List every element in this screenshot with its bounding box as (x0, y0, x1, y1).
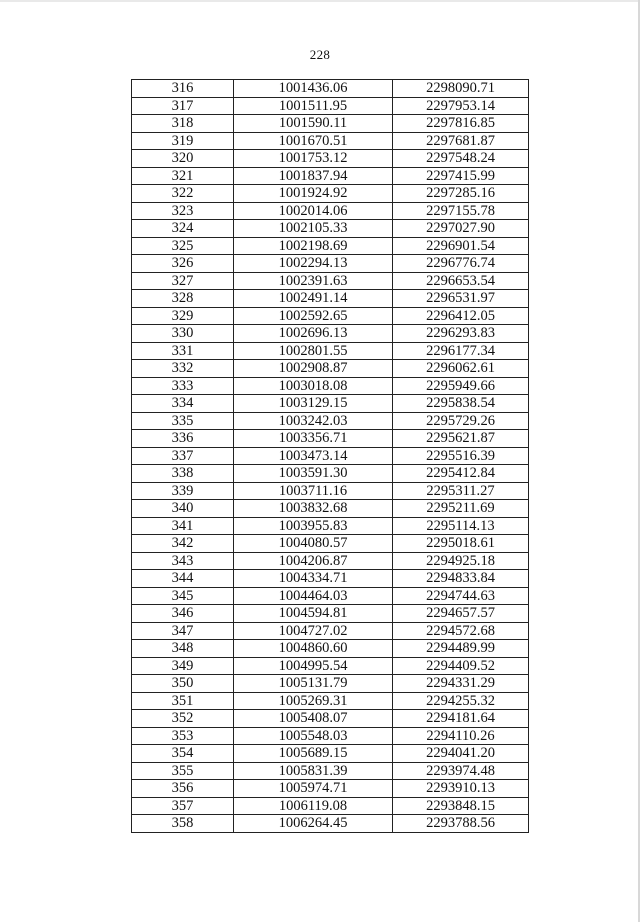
point-number-cell: 334 (132, 395, 234, 413)
x-coordinate-cell: 1003711.16 (234, 482, 393, 500)
x-coordinate-cell: 1005131.79 (234, 675, 393, 693)
y-coordinate-cell: 2295949.66 (393, 377, 529, 395)
table-row (132, 255, 529, 273)
table-row (132, 220, 529, 238)
y-coordinate-cell: 2294925.18 (393, 552, 529, 570)
y-coordinate-cell: 2296412.05 (393, 307, 529, 325)
table-row (132, 535, 529, 553)
point-number-cell: 348 (132, 640, 234, 658)
point-number-cell: 345 (132, 587, 234, 605)
coordinate-table (131, 79, 529, 833)
x-coordinate-cell: 1005408.07 (234, 710, 393, 728)
point-number-cell: 326 (132, 255, 234, 273)
x-coordinate-cell: 1003242.03 (234, 412, 393, 430)
table-row (132, 482, 529, 500)
y-coordinate-cell: 2295412.84 (393, 465, 529, 483)
point-number-cell: 337 (132, 447, 234, 465)
table-row (132, 342, 529, 360)
x-coordinate-cell: 1002592.65 (234, 307, 393, 325)
x-coordinate-cell: 1005974.71 (234, 780, 393, 798)
point-number-cell: 335 (132, 412, 234, 430)
point-number-cell: 323 (132, 202, 234, 220)
y-coordinate-cell: 2295114.13 (393, 517, 529, 535)
x-coordinate-cell: 1004206.87 (234, 552, 393, 570)
point-number-cell: 353 (132, 727, 234, 745)
table-row (132, 517, 529, 535)
table-row (132, 605, 529, 623)
x-coordinate-cell: 1003473.14 (234, 447, 393, 465)
page-number: 228 (309, 47, 331, 62)
x-coordinate-cell: 1001436.06 (234, 80, 393, 98)
y-coordinate-cell: 2293788.56 (393, 815, 529, 833)
y-coordinate-cell: 2295729.26 (393, 412, 529, 430)
y-coordinate-cell: 2296901.54 (393, 237, 529, 255)
point-number-cell: 351 (132, 692, 234, 710)
point-number-cell: 341 (132, 517, 234, 535)
x-coordinate-cell: 1004080.57 (234, 535, 393, 553)
y-coordinate-cell: 2296531.97 (393, 290, 529, 308)
table-row (132, 465, 529, 483)
x-coordinate-cell: 1002908.87 (234, 360, 393, 378)
x-coordinate-cell: 1002105.33 (234, 220, 393, 238)
table-row (132, 692, 529, 710)
x-coordinate-cell: 1004464.03 (234, 587, 393, 605)
table-row (132, 675, 529, 693)
point-number-cell: 331 (132, 342, 234, 360)
y-coordinate-cell: 2294833.84 (393, 570, 529, 588)
table-row (132, 657, 529, 675)
table-row (132, 377, 529, 395)
y-coordinate-cell: 2295211.69 (393, 500, 529, 518)
x-coordinate-cell: 1001924.92 (234, 185, 393, 203)
x-coordinate-cell: 1005831.39 (234, 762, 393, 780)
table-row (132, 570, 529, 588)
table-row (132, 395, 529, 413)
x-coordinate-cell: 1005269.31 (234, 692, 393, 710)
x-coordinate-cell: 1002198.69 (234, 237, 393, 255)
table-row (132, 237, 529, 255)
point-number-cell: 342 (132, 535, 234, 553)
table-row (132, 447, 529, 465)
point-number-cell: 324 (132, 220, 234, 238)
y-coordinate-cell: 2296776.74 (393, 255, 529, 273)
x-coordinate-cell: 1003356.71 (234, 430, 393, 448)
x-coordinate-cell: 1005548.03 (234, 727, 393, 745)
table-row (132, 815, 529, 833)
y-coordinate-cell: 2294331.29 (393, 675, 529, 693)
y-coordinate-cell: 2293848.15 (393, 797, 529, 815)
x-coordinate-cell: 1004334.71 (234, 570, 393, 588)
table-row (132, 727, 529, 745)
point-number-cell: 327 (132, 272, 234, 290)
point-number-cell: 317 (132, 97, 234, 115)
y-coordinate-cell: 2297155.78 (393, 202, 529, 220)
x-coordinate-cell: 1002491.14 (234, 290, 393, 308)
table-row (132, 132, 529, 150)
y-coordinate-cell: 2298090.71 (393, 80, 529, 98)
y-coordinate-cell: 2294744.63 (393, 587, 529, 605)
y-coordinate-cell: 2293910.13 (393, 780, 529, 798)
x-coordinate-cell: 1004594.81 (234, 605, 393, 623)
scan-edge-top (0, 0, 640, 2)
table-row (132, 202, 529, 220)
point-number-cell: 318 (132, 115, 234, 133)
x-coordinate-cell: 1005689.15 (234, 745, 393, 763)
y-coordinate-cell: 2293974.48 (393, 762, 529, 780)
table-row (132, 412, 529, 430)
y-coordinate-cell: 2297027.90 (393, 220, 529, 238)
table-row (132, 640, 529, 658)
point-number-cell: 319 (132, 132, 234, 150)
point-number-cell: 340 (132, 500, 234, 518)
point-number-cell: 350 (132, 675, 234, 693)
y-coordinate-cell: 2297953.14 (393, 97, 529, 115)
x-coordinate-cell: 1002294.13 (234, 255, 393, 273)
table-row (132, 500, 529, 518)
table-row (132, 622, 529, 640)
x-coordinate-cell: 1001753.12 (234, 150, 393, 168)
table-row (132, 762, 529, 780)
y-coordinate-cell: 2295621.87 (393, 430, 529, 448)
y-coordinate-cell: 2297415.99 (393, 167, 529, 185)
x-coordinate-cell: 1001511.95 (234, 97, 393, 115)
point-number-cell: 355 (132, 762, 234, 780)
y-coordinate-cell: 2296177.34 (393, 342, 529, 360)
y-coordinate-cell: 2296653.54 (393, 272, 529, 290)
point-number-cell: 352 (132, 710, 234, 728)
y-coordinate-cell: 2294110.26 (393, 727, 529, 745)
table-row (132, 710, 529, 728)
point-number-cell: 322 (132, 185, 234, 203)
x-coordinate-cell: 1003129.15 (234, 395, 393, 413)
x-coordinate-cell: 1002014.06 (234, 202, 393, 220)
point-number-cell: 354 (132, 745, 234, 763)
table-row (132, 745, 529, 763)
x-coordinate-cell: 1003591.30 (234, 465, 393, 483)
point-number-cell: 325 (132, 237, 234, 255)
table-row (132, 307, 529, 325)
x-coordinate-cell: 1006264.45 (234, 815, 393, 833)
x-coordinate-cell: 1004860.60 (234, 640, 393, 658)
table-row (132, 167, 529, 185)
point-number-cell: 333 (132, 377, 234, 395)
table-row (132, 185, 529, 203)
table-row (132, 115, 529, 133)
x-coordinate-cell: 1001670.51 (234, 132, 393, 150)
y-coordinate-cell: 2296062.61 (393, 360, 529, 378)
y-coordinate-cell: 2294041.20 (393, 745, 529, 763)
point-number-cell: 321 (132, 167, 234, 185)
point-number-cell: 344 (132, 570, 234, 588)
table-row (132, 97, 529, 115)
table-row (132, 80, 529, 98)
point-number-cell: 328 (132, 290, 234, 308)
table-row (132, 272, 529, 290)
point-number-cell: 330 (132, 325, 234, 343)
x-coordinate-cell: 1003018.08 (234, 377, 393, 395)
point-number-cell: 343 (132, 552, 234, 570)
table-row (132, 552, 529, 570)
x-coordinate-cell: 1003955.83 (234, 517, 393, 535)
x-coordinate-cell: 1006119.08 (234, 797, 393, 815)
point-number-cell: 357 (132, 797, 234, 815)
y-coordinate-cell: 2297816.85 (393, 115, 529, 133)
point-number-cell: 339 (132, 482, 234, 500)
table-row (132, 430, 529, 448)
x-coordinate-cell: 1002801.55 (234, 342, 393, 360)
point-number-cell: 329 (132, 307, 234, 325)
x-coordinate-cell: 1004995.54 (234, 657, 393, 675)
point-number-cell: 332 (132, 360, 234, 378)
x-coordinate-cell: 1004727.02 (234, 622, 393, 640)
table-row (132, 290, 529, 308)
x-coordinate-cell: 1002391.63 (234, 272, 393, 290)
x-coordinate-cell: 1003832.68 (234, 500, 393, 518)
point-number-cell: 349 (132, 657, 234, 675)
y-coordinate-cell: 2294657.57 (393, 605, 529, 623)
coordinate-table-body (132, 80, 529, 833)
point-number-cell: 358 (132, 815, 234, 833)
y-coordinate-cell: 2295516.39 (393, 447, 529, 465)
y-coordinate-cell: 2294409.52 (393, 657, 529, 675)
table-row (132, 780, 529, 798)
point-number-cell: 320 (132, 150, 234, 168)
y-coordinate-cell: 2297548.24 (393, 150, 529, 168)
table-row (132, 325, 529, 343)
y-coordinate-cell: 2297285.16 (393, 185, 529, 203)
x-coordinate-cell: 1001837.94 (234, 167, 393, 185)
point-number-cell: 356 (132, 780, 234, 798)
table-row (132, 797, 529, 815)
y-coordinate-cell: 2295838.54 (393, 395, 529, 413)
table-row (132, 150, 529, 168)
table-row (132, 587, 529, 605)
table-row (132, 360, 529, 378)
x-coordinate-cell: 1002696.13 (234, 325, 393, 343)
y-coordinate-cell: 2295311.27 (393, 482, 529, 500)
point-number-cell: 316 (132, 80, 234, 98)
y-coordinate-cell: 2297681.87 (393, 132, 529, 150)
y-coordinate-cell: 2296293.83 (393, 325, 529, 343)
x-coordinate-cell: 1001590.11 (234, 115, 393, 133)
point-number-cell: 346 (132, 605, 234, 623)
y-coordinate-cell: 2294489.99 (393, 640, 529, 658)
point-number-cell: 347 (132, 622, 234, 640)
y-coordinate-cell: 2294181.64 (393, 710, 529, 728)
point-number-cell: 338 (132, 465, 234, 483)
y-coordinate-cell: 2294255.32 (393, 692, 529, 710)
point-number-cell: 336 (132, 430, 234, 448)
y-coordinate-cell: 2294572.68 (393, 622, 529, 640)
y-coordinate-cell: 2295018.61 (393, 535, 529, 553)
